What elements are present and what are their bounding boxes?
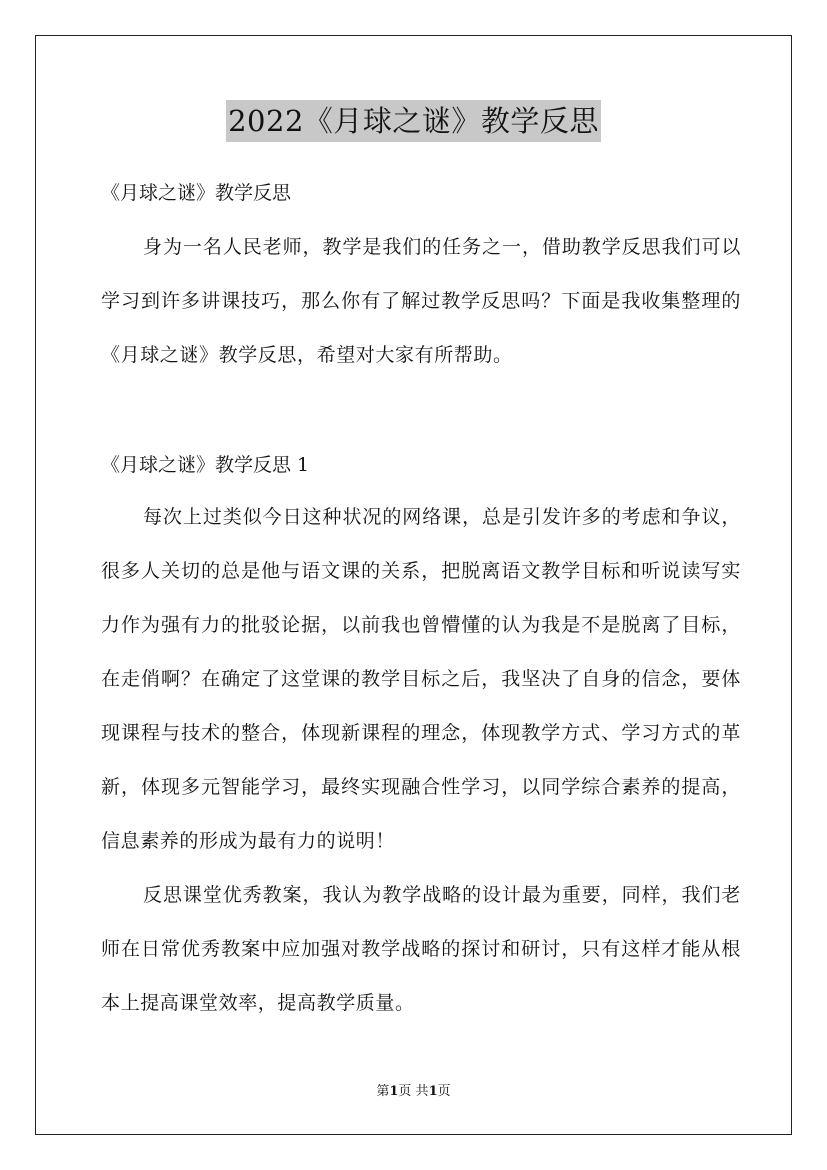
page-footer: [0, 1082, 827, 1102]
document-title: 2022《月球之谜》教学反思: [226, 100, 601, 142]
footer-page-total: 1: [428, 1084, 438, 1099]
section-heading: 《月球之谜》教学反思 1: [101, 454, 310, 476]
document-subtitle: 《月球之谜》教学反思: [101, 182, 292, 204]
footer-page-mid: 页 共: [398, 1084, 429, 1099]
intro-paragraph: 身为一名人民老师，教学是我们的任务之一，借助教学反思我们可以学习到许多讲课技巧，那么你有了解过教学反思吗？下面是我收集整理的《月球之谜》教学反思，希望对大家有所帮助。: [101, 236, 741, 366]
body-paragraph-2: 反思课堂优秀教案，我认为教学战略的设计最为重要，同样，我们老师在日常优秀教案中应加强对教学战略的探讨和研讨，只有这样才能从根本上提高课堂效率，提高教学质量。: [101, 884, 741, 1014]
footer-page-suffix: 页: [437, 1084, 451, 1099]
footer-page-current: 1: [389, 1084, 399, 1099]
title-wrap: [0, 100, 827, 142]
footer-page-prefix: 第: [376, 1084, 390, 1099]
body-paragraph-1: 每次上过类似今日这种状况的网络课，总是引发许多的考虑和争议，很多人关切的总是他与语文课的关系，把脱离语文教学目标和听说读写实力作为强有力的批驳论据，以前我也曾懵懂的认为我是不是脱离了目标，在走俏啊？在确定了这堂课的教学目标之后，我坚决了自身的信念，要体现课程与技术的整合，体现新课程的理念，体现教学方式、学习方式的革新，体现多元智能学习，最终实现融合性学习，以同学综合素养的提高，信息素养的形成为最有力的说明！: [101, 506, 741, 852]
